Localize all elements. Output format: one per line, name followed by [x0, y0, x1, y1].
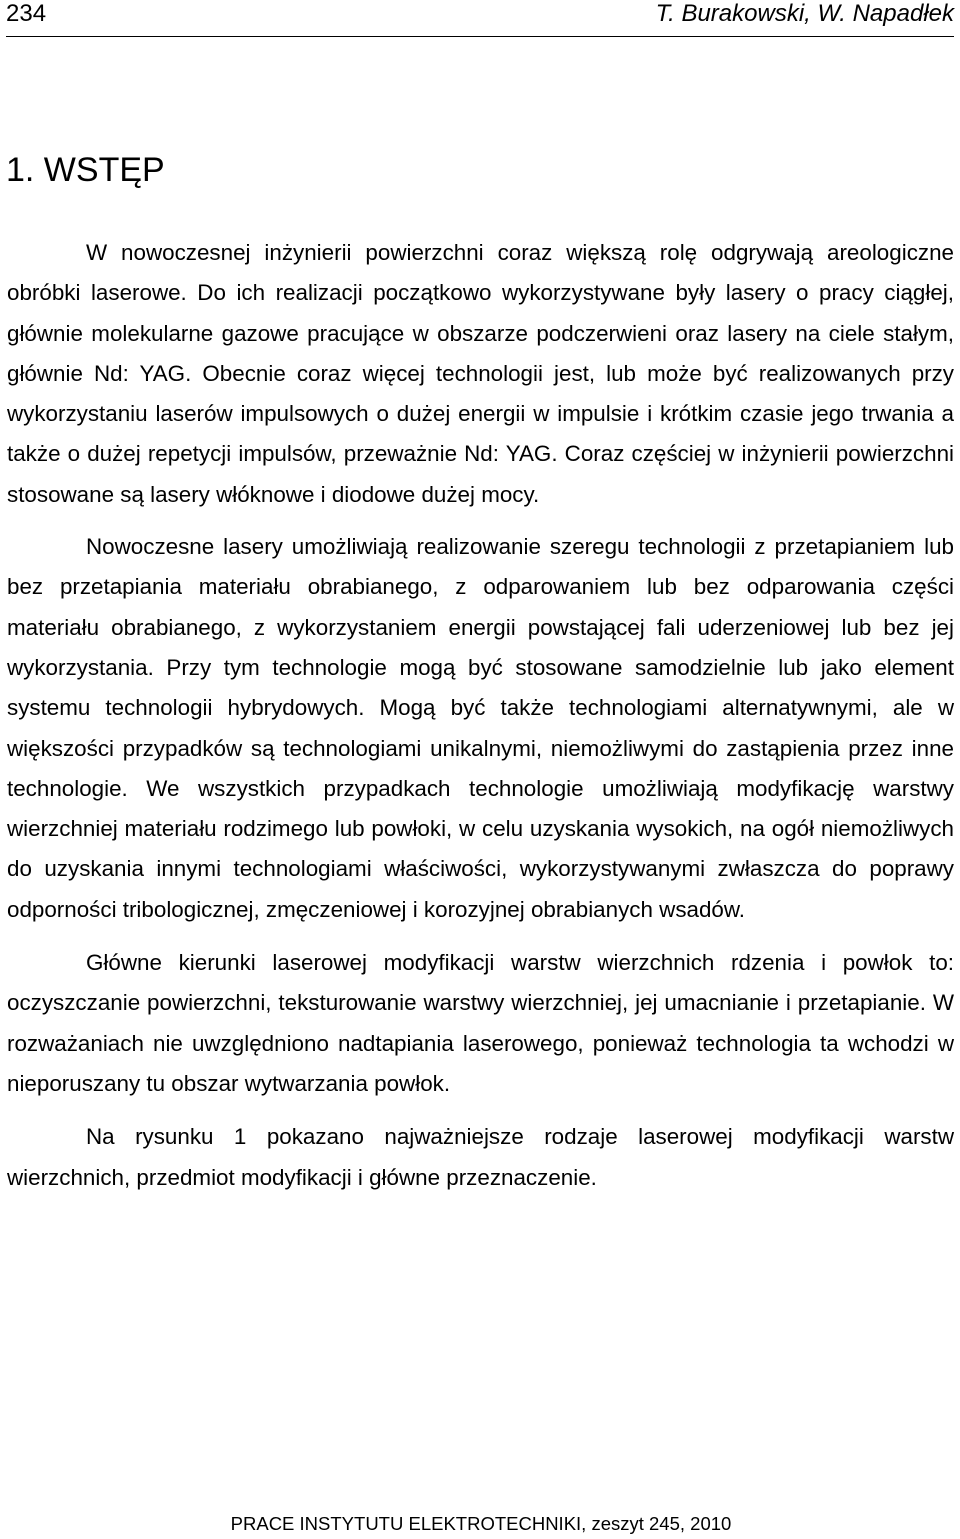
- paragraph-main-directions: Główne kierunki laserowej modyfikacji warstw wierzchnich rdzenia i powłok to: oczyszczanie powierzchni, teksturowanie warstwy wierzchniej, jej umacnianie i przetapianie. W rozważaniach nie uwzględniono nadtapiania laserowego, ponieważ technologia ta wchodzi w nieporuszany tu obszar wytwarzania powłok.: [7, 950, 954, 1096]
- page-footer: PRACE INSTYTUTU ELEKTROTECHNIKI, zeszyt 245, 2010: [230, 1513, 732, 1534]
- paragraph-modern-lasers: Nowoczesne lasery umożliwiają realizowanie szeregu technologii z przetapianiem lub bez przetapiania materiału obrabianego, z odparowaniem lub bez odparowania części materiału obrabianego, z wykorzystaniem energii powstającej fali uderzeniowej lub bez jej wykorzystania. Przy tym technologie mogą być stosowane samodzielnie lub jako element systemu technologii hybrydowych. Mogą być także technologiami alternatywnymi, ale w większości przypadków są technologiami unikalnymi, niemożliwymi do zastąpienia przez inne technologie. We wszystkich przypadkach technologie umożliwiają modyfikację warstwy wierzchniej materiału rodzimego lub powłoki, w celu uzyskania wysokich, na ogół niemożliwych do uzyskania innymi technologiami właściwości, wykorzystywanymi zwłaszcza do poprawy odporności tribologicznej, zmęczeniowej i korozyjnej obrabianych wsadów.: [7, 534, 954, 922]
- page-number: 234: [6, 0, 47, 27]
- section-heading: 1. WSTĘP: [6, 151, 165, 189]
- body-text: [7, 233, 954, 1198]
- paragraph-figure-reference: Na rysunku 1 pokazano najważniejsze rodzaje laserowej modyfikacji warstw wierzchnich, przedmiot modyfikacji i główne przeznaczenie.: [7, 1124, 954, 1190]
- paragraph-introduction: W nowoczesnej inżynierii powierzchni coraz większą rolę odgrywają areologiczne obróbki laserowe. Do ich realizacji początkowo wykorzystywane były lasery o pracy ciągłej, głównie molekularne gazowe pracujące w obszarze podczerwieni oraz lasery na ciele stałym, głównie Nd: YAG. Obecnie coraz więcej technologii jest, lub może być realizowanych przy wykorzystaniu laserów impulsowych o dużej energii w impulsie i krótkim czasie jego trwania a także o dużej repetycji impulsów, przeważnie Nd: YAG. Coraz częściej w inżynierii powierzchni stosowane są lasery włóknowe i diodowe dużej mocy.: [7, 240, 954, 507]
- running-head-authors: T. Burakowski, W. Napadłek: [655, 0, 954, 27]
- page-header: [6, 0, 954, 37]
